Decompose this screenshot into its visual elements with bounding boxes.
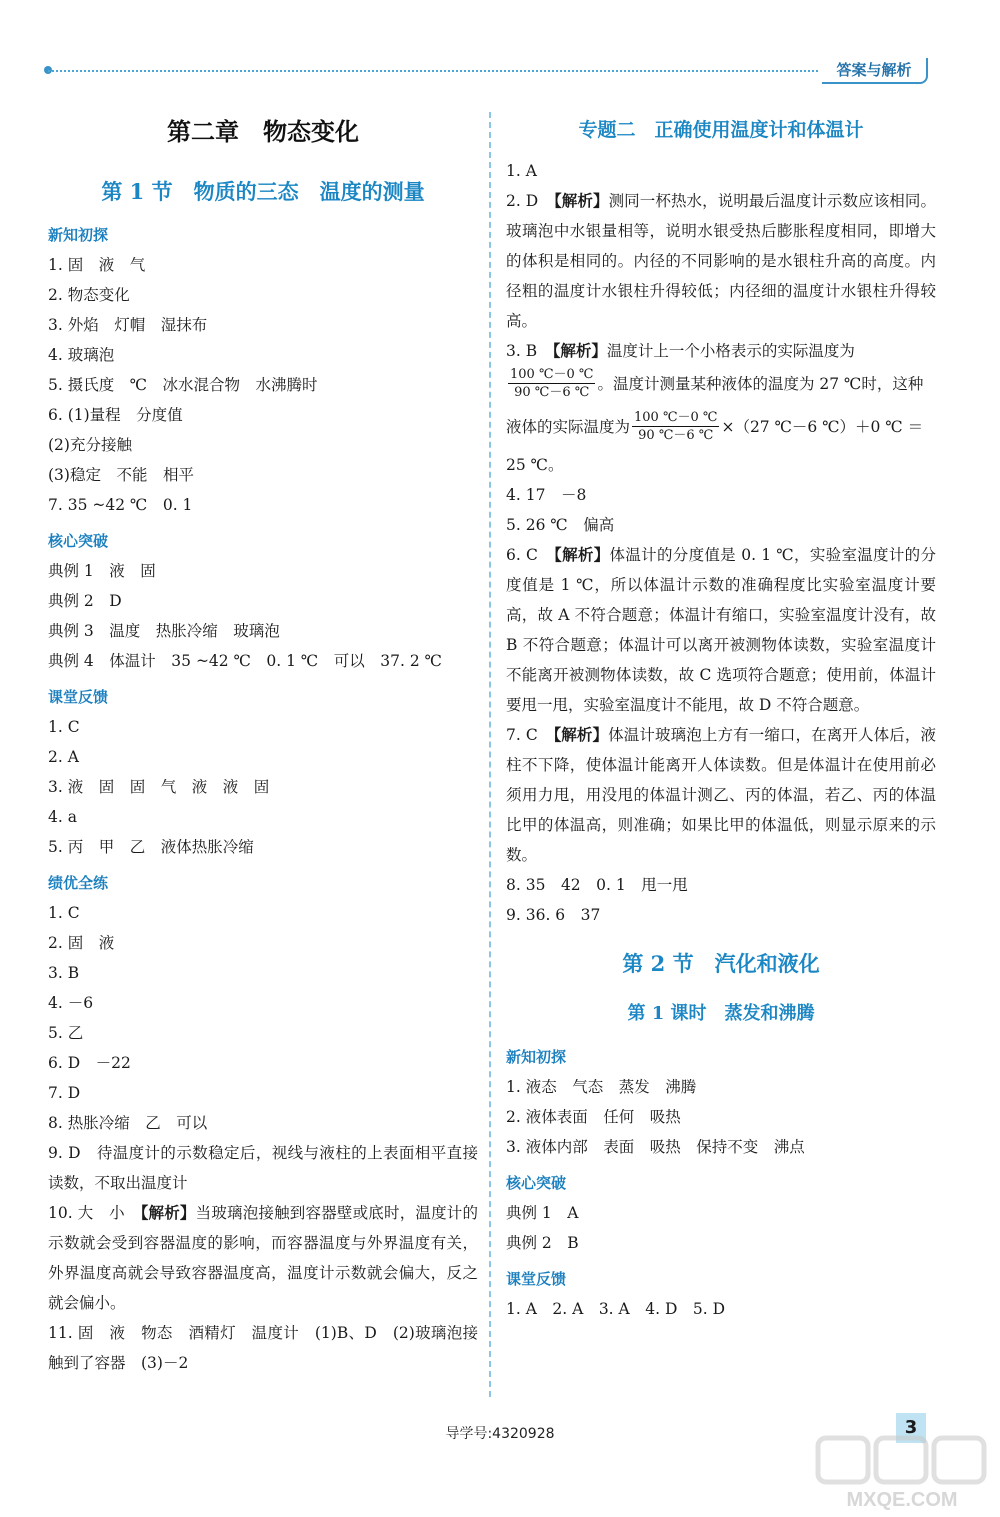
answer-line: 8. 热胀冷缩 乙 可以 xyxy=(48,1114,208,1132)
analysis-text: 体温计的分度值是 0. 1 ℃，实验室温度计的分度值是 1 ℃，所以体温计示数的准确程度比实验室温度计要高，故 A 不符合题意；体温计有缩口，实验室温度计没有，故 B 不符合题意；体温计可以离开被测物体读数，实验室温度计不能离开被测物体读数，故 C 选项符合题意；使用前，体温计要甩一甩，实验室温度计不能甩，故 D 不符合题意。 xyxy=(506,546,936,714)
answer-head: 3. B xyxy=(506,342,553,360)
section2-title: 第 2 节 汽化和液化 xyxy=(622,951,820,976)
answer-line: 3. 液 固 固 气 液 液 固 xyxy=(48,778,270,796)
answer-paragraph xyxy=(506,186,936,336)
left-column xyxy=(48,110,478,1378)
group-heading: 新知初探 xyxy=(506,1048,567,1066)
analysis-text: 。温度计测量某种液体的温度为 27 ℃时，这种 xyxy=(597,374,924,393)
group-heading: 核心突破 xyxy=(48,532,109,550)
analysis-tag: 【解析】 xyxy=(553,725,609,744)
chapter-title: 第二章 物态变化 xyxy=(167,117,359,146)
group-heading: 核心突破 xyxy=(506,1174,567,1192)
answer-paragraph: 9. D 待温度计的示数稳定后，视线与液柱的上表面相平直接读数，不取出温度计 xyxy=(48,1144,478,1192)
answer-line: 3. 液体内部 表面 吸热 保持不变 沸点 xyxy=(506,1138,805,1156)
answer-line: 8. 35 42 0. 1 甩一甩 xyxy=(506,876,688,894)
answer-line: 1. A 2. A 3. A 4. D 5. D xyxy=(506,1300,726,1318)
answer-line: 4. －6 xyxy=(48,994,94,1012)
fraction xyxy=(632,409,719,444)
section-title: 第 1 节 物质的三态 温度的测量 xyxy=(101,179,425,204)
answer-line: 3. 外焰 灯帽 湿抹布 xyxy=(48,316,208,334)
answer-head: 7. C xyxy=(506,726,554,744)
answer-line: 4. a xyxy=(48,808,77,826)
fraction-numerator: 100 ℃－0 ℃ xyxy=(634,410,718,425)
answer-line: 1. C xyxy=(48,718,80,736)
answer-line: 9. 36. 6 37 xyxy=(506,906,601,924)
answer-paragraph xyxy=(506,720,936,870)
answer-line: (3)稳定 不能 相平 xyxy=(48,466,194,484)
group-heading: 新知初探 xyxy=(48,226,109,244)
answer-line: 典例 4 体温计 35 ~42 ℃ 0. 1 ℃ 可以 37. 2 ℃ xyxy=(48,652,442,670)
group-xinzhi xyxy=(48,222,478,520)
answer-paragraph xyxy=(48,1198,478,1318)
answer-line: 典例 1 液 固 xyxy=(48,562,156,580)
answer-paragraph xyxy=(506,540,936,720)
fraction-denominator: 90 ℃－6 ℃ xyxy=(514,385,590,400)
answer-head: 10. 大 小 xyxy=(48,1204,141,1222)
answer-line: 2. A xyxy=(48,748,79,766)
formula-line xyxy=(506,409,936,444)
header-dotted-rule xyxy=(48,70,818,72)
analysis-tag: 【解析】 xyxy=(552,341,607,360)
group-ketang xyxy=(48,684,478,862)
group-heading: 课堂反馈 xyxy=(48,688,109,706)
analysis-text: 体温计玻璃泡上方有一缩口，在离开人体后，液柱不下降，使体温计能离开人体读数。但是体温计在使用前必须用力甩，用没甩的体温计测乙、丙的体温，若乙、丙的体温比甲的体温高，则准确；如果比甲的体温低，则显示原来的示数。 xyxy=(506,726,936,864)
answer-paragraph xyxy=(506,336,936,366)
group-jiyou xyxy=(48,870,478,1378)
analysis-text: 测同一杯热水，说明最后温度计示数应该相同。玻璃泡中水银量相等，说明水银受热后膨胀程度相同，即增大的体积是相同的。内径的不同影响的是水银柱升高的高度。内径粗的温度计水银柱升得较低；内径细的温度计水银柱升得较高。 xyxy=(506,192,936,330)
answer-line: 2. 液体表面 任何 吸热 xyxy=(506,1108,681,1126)
formula-line xyxy=(506,366,936,401)
answer-line: 7. 35 ~42 ℃ 0. 1 xyxy=(48,496,193,514)
answer-line: (2)充分接触 xyxy=(48,436,132,454)
lesson-title: 第 1 课时 蒸发和沸腾 xyxy=(627,1003,815,1024)
analysis-text: 温度计上一个小格表示的实际温度为 xyxy=(606,342,855,360)
answer-line: 2. 固 液 xyxy=(48,934,115,952)
answer-line: 1. C xyxy=(48,904,80,922)
analysis-tag: 【解析】 xyxy=(553,191,609,210)
analysis-text: 当玻璃泡接触到容器壁或底时，温度计的示数就会受到容器温度的影响，而容器温度与外界温度有关，外界温度高就会导致容器温度高，温度计示数就会偏大，反之就会偏小。 xyxy=(48,1204,478,1312)
analysis-tag: 【解析】 xyxy=(554,545,610,564)
header-tab-answers: 答案与解析 xyxy=(822,58,928,84)
guide-code: 导学号:4320928 xyxy=(445,1426,555,1442)
analysis-text: 液体的实际温度为 xyxy=(506,417,631,436)
answer-line: 5. 乙 xyxy=(48,1024,84,1042)
column-divider xyxy=(489,112,491,1397)
answer-line: 6. (1)量程 分度值 xyxy=(48,406,183,424)
watermark-logo xyxy=(812,1432,992,1512)
answer-paragraph: 11. 固 液 物态 酒精灯 温度计 (1)B、D (2)玻璃泡接触到了容器 (3)－2 xyxy=(48,1324,478,1372)
answer-line: 3. B xyxy=(48,964,80,982)
answer-line: 5. 26 ℃ 偏高 xyxy=(506,516,615,534)
analysis-tag: 【解析】 xyxy=(140,1203,196,1222)
answer-line: 4. 玻璃泡 xyxy=(48,346,115,364)
answer-line: 典例 2 B xyxy=(506,1234,579,1252)
group-heading: 课堂反馈 xyxy=(506,1270,567,1288)
page-number: 3 xyxy=(896,1413,926,1443)
answer-line: 1. 液态 气态 蒸发 沸腾 xyxy=(506,1078,697,1096)
answer-line: 5. 丙 甲 乙 液体热胀冷缩 xyxy=(48,838,254,856)
answer-head: 6. C xyxy=(506,546,555,564)
group-heading: 绩优全练 xyxy=(48,874,109,892)
answer-line: 7. D xyxy=(48,1084,81,1102)
watermark-text: MXQE.COM xyxy=(846,1489,958,1511)
answer-line: 25 ℃。 xyxy=(506,456,564,474)
answer-line: 2. 物态变化 xyxy=(48,286,130,304)
answer-line: 5. 摄氏度 ℃ 冰水混合物 水沸腾时 xyxy=(48,376,318,394)
answer-line: 6. D －22 xyxy=(48,1054,131,1072)
answer-line: 4. 17 －8 xyxy=(506,486,587,504)
answer-line: 典例 3 温度 热胀冷缩 玻璃泡 xyxy=(48,622,280,640)
answer-head: 2. D xyxy=(506,192,554,210)
fraction-denominator: 90 ℃－6 ℃ xyxy=(638,428,714,443)
right-column xyxy=(506,110,936,1324)
topic-title: 专题二 正确使用温度计和体温计 xyxy=(578,119,864,141)
fraction xyxy=(508,366,595,401)
answer-line: 1. A xyxy=(506,162,537,180)
answer-line: 典例 2 D xyxy=(48,592,122,610)
group-hexin xyxy=(48,528,478,676)
fraction-numerator: 100 ℃－0 ℃ xyxy=(510,367,594,382)
analysis-text: ×（27 ℃－6 ℃）＋0 ℃ ＝ xyxy=(721,417,924,436)
answer-line: 1. 固 液 气 xyxy=(48,256,146,274)
answer-line: 典例 1 A xyxy=(506,1204,579,1222)
